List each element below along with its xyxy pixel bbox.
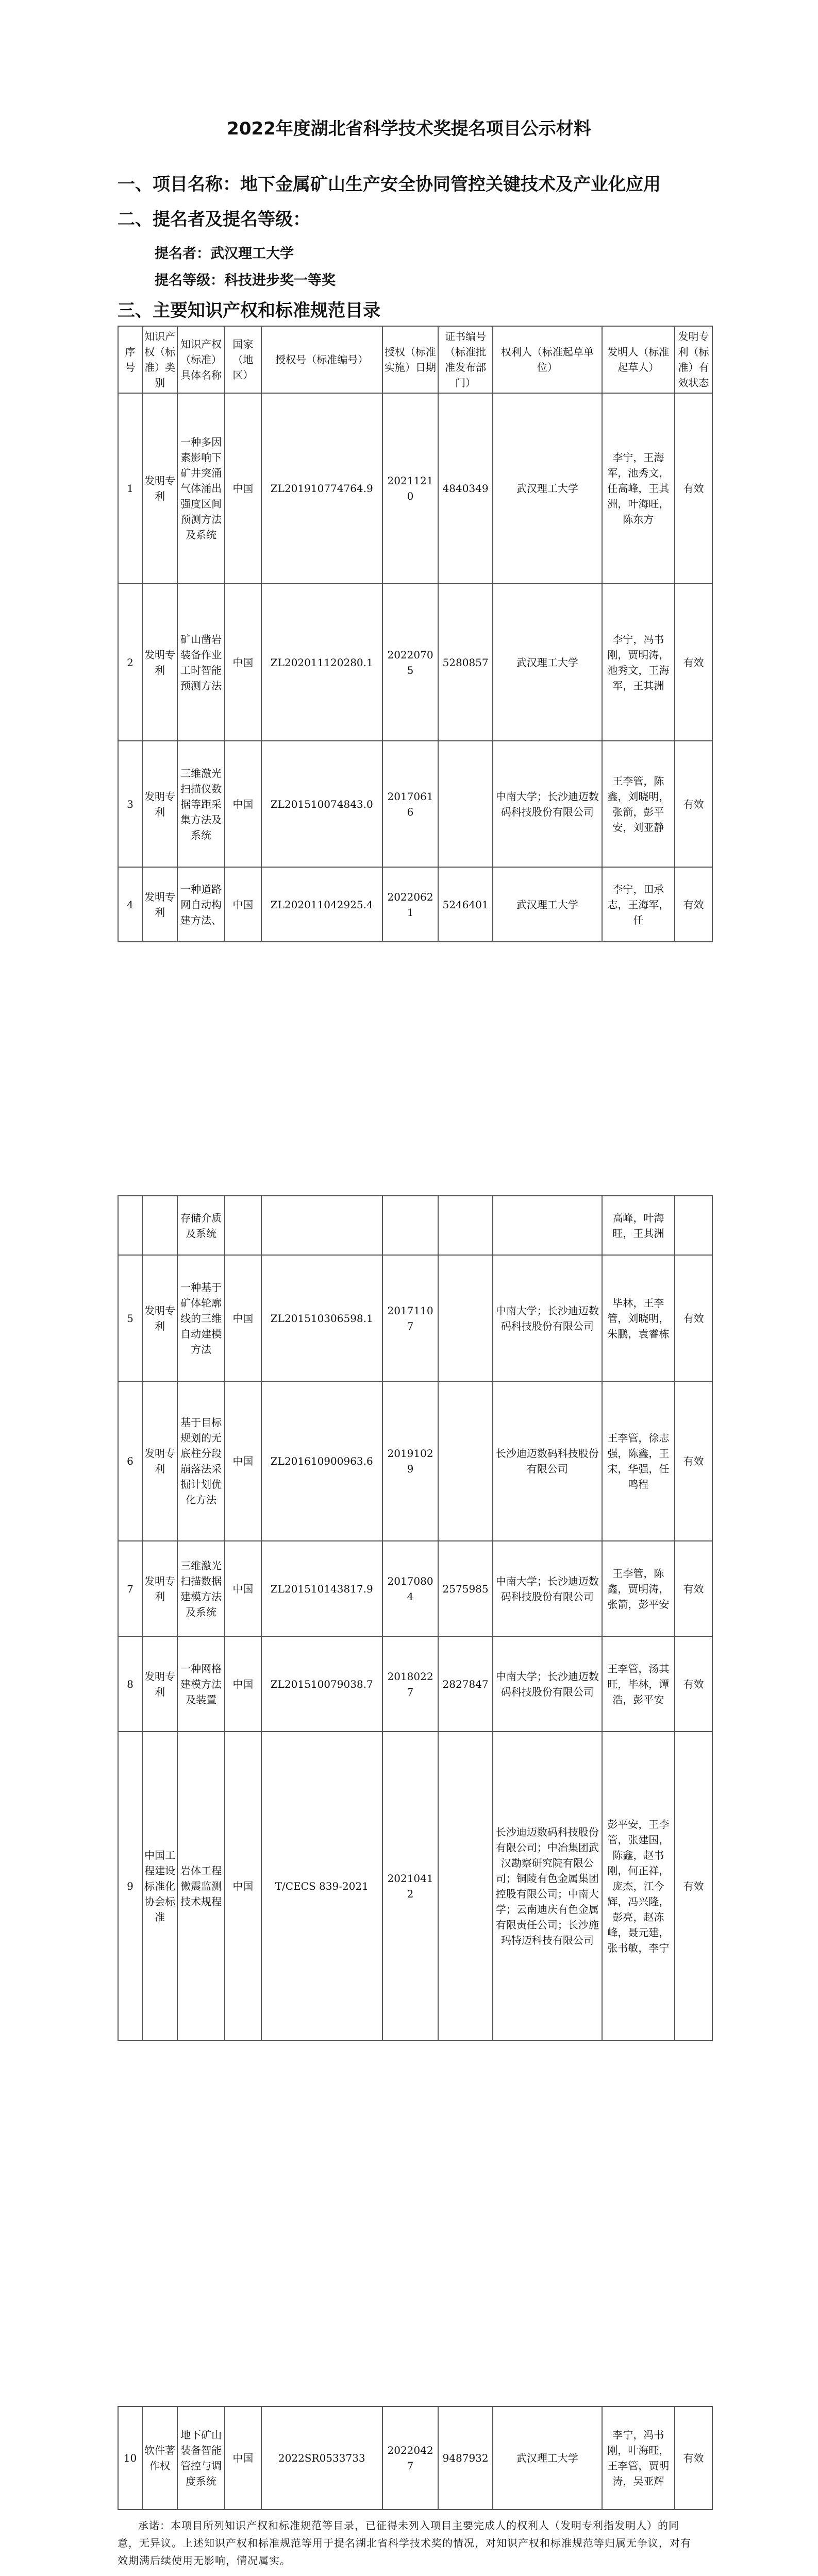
cell-date: 20180227 bbox=[382, 1636, 438, 1732]
cell-owner: 武汉理工大学 bbox=[493, 584, 602, 741]
commitment-note: 承诺：本项目所列知识产权和标准规范等目录，已征得未列入项目主要完成人的权利人（发明专利指发明人）的同意，无异议。上述知识产权和标准规范等用于提名湖北省科学技术奖的情况，对知识产权和标准规范等归属无争议，对有效期满后续使用无影响，情况属实。 bbox=[118, 2519, 691, 2567]
cell-type: 软件著作权 bbox=[142, 2406, 177, 2510]
cell-name: 一种多因素影响下矿井突涌气体涌出强度区间预测方法及系统 bbox=[177, 393, 225, 584]
cell-date: 20170804 bbox=[382, 1541, 438, 1636]
table-row bbox=[118, 1732, 712, 2041]
cell-no: 8 bbox=[118, 1636, 142, 1732]
cell-no: 9 bbox=[118, 1732, 142, 2041]
cell-inventors: 王李管，徐志强，陈鑫，王宋，华强，任鸣程 bbox=[602, 1381, 675, 1541]
cell-number: ZL201910774764.9 bbox=[261, 393, 382, 584]
nomination-level: 提名等级：科技进步奖一等奖 bbox=[155, 273, 336, 289]
cell-country: 中国 bbox=[225, 741, 261, 867]
cell-status: 有效 bbox=[675, 2406, 712, 2510]
cell-country: 中国 bbox=[225, 1541, 261, 1636]
cell-no: 6 bbox=[118, 1381, 142, 1541]
col-header: 国家（地区） bbox=[225, 326, 261, 393]
cell-date: 20211210 bbox=[382, 393, 438, 584]
cell-no: 4 bbox=[118, 867, 142, 942]
cell-number: T/CECS 839-2021 bbox=[261, 1732, 382, 2041]
table-row bbox=[118, 867, 712, 942]
ip-table-part1 bbox=[118, 326, 713, 942]
cell-type: 发明专利 bbox=[142, 867, 177, 942]
cell-name: 一种网格建模方法及装置 bbox=[177, 1636, 225, 1732]
cell-type: 中国工程建设标准化协会标准 bbox=[142, 1732, 177, 2041]
col-header: 授权（标准实施）日期 bbox=[382, 326, 438, 393]
cell-country: 中国 bbox=[225, 1636, 261, 1732]
ip-table-part3 bbox=[118, 2406, 713, 2510]
cell-status: 有效 bbox=[675, 1732, 712, 2041]
cell-owner: 中南大学；长沙迪迈数码科技股份有限公司 bbox=[493, 1255, 602, 1381]
table-row bbox=[118, 1196, 712, 1255]
cell-name: 地下矿山装备智能管控与调度系统 bbox=[177, 2406, 225, 2510]
col-header: 发明专利（标准）有效状态 bbox=[675, 326, 712, 393]
cell-number: ZL202011042925.4 bbox=[261, 867, 382, 942]
cell-cert: 5280857 bbox=[438, 584, 493, 741]
table-row bbox=[118, 1541, 712, 1636]
cell-type: 发明专利 bbox=[142, 1541, 177, 1636]
cell-cert: 4840349 bbox=[438, 393, 493, 584]
cell-date: 20171107 bbox=[382, 1255, 438, 1381]
cell-owner: 中南大学；长沙迪迈数码科技股份有限公司 bbox=[493, 1636, 602, 1732]
cell-inventors: 王李管，陈鑫，贾明涛，张箭，彭平安 bbox=[602, 1541, 675, 1636]
cell-date: 20220427 bbox=[382, 2406, 438, 2510]
cell-date: 20210412 bbox=[382, 1732, 438, 2041]
cell-type: 发明专利 bbox=[142, 584, 177, 741]
cell-inventors: 李宁，冯书刚，叶海旺，王李管，贾明涛，吴亚辉 bbox=[602, 2406, 675, 2510]
cell-status: 有效 bbox=[675, 1636, 712, 1732]
cell-status: 有效 bbox=[675, 393, 712, 584]
cell-cert: 2575985 bbox=[438, 1541, 493, 1636]
cell-cert: 5246401 bbox=[438, 867, 493, 942]
ip-list-heading: 三、主要知识产权和标准规范目录 bbox=[118, 300, 380, 321]
cell-type: 发明专利 bbox=[142, 1636, 177, 1732]
cell-name: 三维激光扫描数据建模方法及系统 bbox=[177, 1541, 225, 1636]
cell-inventors: 李宁，冯书刚，贾明涛，池秀文，王海军，王其洲 bbox=[602, 584, 675, 741]
cell-country: 中国 bbox=[225, 1732, 261, 2041]
cell-name: 矿山凿岩装备作业工时智能预测方法 bbox=[177, 584, 225, 741]
cell-inventors: 彭平安，王李管，张建国，陈鑫，赵书刚，何正祥，庞杰，江今辉，冯兴隆，彭亮，赵冻峰，聂元建，张书敏，李宁 bbox=[602, 1732, 675, 2041]
cell-name: 岩体工程微震监测技术规程 bbox=[177, 1732, 225, 2041]
cell-date: 20220705 bbox=[382, 584, 438, 741]
cell-cert bbox=[438, 1255, 493, 1381]
cell-name: 存储介质及系统 bbox=[177, 1196, 225, 1255]
col-header: 序号 bbox=[118, 326, 142, 393]
cell-name: 一种道路网自动构建方法、 bbox=[177, 867, 225, 942]
cell-owner: 武汉理工大学 bbox=[493, 867, 602, 942]
cell-date: 20191029 bbox=[382, 1381, 438, 1541]
col-header: 授权号（标准编号） bbox=[261, 326, 382, 393]
cell-type: 发明专利 bbox=[142, 393, 177, 584]
cell-country: 中国 bbox=[225, 584, 261, 741]
page-title: 2022年度湖北省科学技术奖提名项目公示材料 bbox=[227, 118, 591, 139]
cell-number: ZL201610900963.6 bbox=[261, 1381, 382, 1541]
cell-number: ZL202011120280.1 bbox=[261, 584, 382, 741]
cell-type: 发明专利 bbox=[142, 741, 177, 867]
table-row bbox=[118, 1636, 712, 1732]
cell-no: 1 bbox=[118, 393, 142, 584]
table-row bbox=[118, 584, 712, 741]
cell-owner: 长沙迪迈数码科技股份有限公司；中冶集团武汉勘察研究院有限公司；铜陵有色金属集团控股有限公司；中南大学；云南迪庆有色金属有限责任公司；长沙施玛特迈科技有限公司 bbox=[493, 1732, 602, 2041]
cell-inventors: 高峰，叶海旺，王其洲 bbox=[602, 1196, 675, 1255]
cell-owner: 长沙迪迈数码科技股份有限公司 bbox=[493, 1381, 602, 1541]
cell-country: 中国 bbox=[225, 867, 261, 942]
cell-name: 基于目标规划的无底柱分段崩落法采掘计划优化方法 bbox=[177, 1381, 225, 1541]
cell-inventors: 李宁，王海军，池秀文，任高峰，王其洲，叶海旺，陈东方 bbox=[602, 393, 675, 584]
cell-status: 有效 bbox=[675, 1541, 712, 1636]
table-header-row bbox=[118, 326, 712, 393]
cell-date: 20170616 bbox=[382, 741, 438, 867]
cell-cert bbox=[438, 1732, 493, 2041]
table-row bbox=[118, 393, 712, 584]
col-header: 发明人（标准起草人） bbox=[602, 326, 675, 393]
cell-no: 7 bbox=[118, 1541, 142, 1636]
nominator-name: 提名者：武汉理工大学 bbox=[155, 246, 294, 262]
cell-no: 2 bbox=[118, 584, 142, 741]
cell-name: 一种基于矿体轮廓线的三维自动建模方法 bbox=[177, 1255, 225, 1381]
col-header: 知识产权（标准）具体名称 bbox=[177, 326, 225, 393]
cell-no: 10 bbox=[118, 2406, 142, 2510]
cell-no: 5 bbox=[118, 1255, 142, 1381]
cell-number: ZL201510079038.7 bbox=[261, 1636, 382, 1732]
col-header: 权利人（标准起草单位） bbox=[493, 326, 602, 393]
cell-country: 中国 bbox=[225, 1255, 261, 1381]
cell-status: 有效 bbox=[675, 1381, 712, 1541]
cell-owner: 武汉理工大学 bbox=[493, 393, 602, 584]
table-row bbox=[118, 741, 712, 867]
cell-country: 中国 bbox=[225, 2406, 261, 2510]
cell-status: 有效 bbox=[675, 1255, 712, 1381]
cell-inventors: 毕林，王李管，刘晓明，朱鹏，袁睿栋 bbox=[602, 1255, 675, 1381]
cell-cert: 2827847 bbox=[438, 1636, 493, 1732]
cell-owner: 中南大学；长沙迪迈数码科技股份有限公司 bbox=[493, 1541, 602, 1636]
project-name-heading: 一、项目名称：地下金属矿山生产安全协同管控关键技术及产业化应用 bbox=[118, 174, 661, 195]
cell-status: 有效 bbox=[675, 741, 712, 867]
cell-owner: 武汉理工大学 bbox=[493, 2406, 602, 2510]
cell-cert: 9487932 bbox=[438, 2406, 493, 2510]
cell-no: 3 bbox=[118, 741, 142, 867]
nominator-heading: 二、提名者及提名等级： bbox=[118, 209, 310, 230]
cell-status: 有效 bbox=[675, 584, 712, 741]
cell-type: 发明专利 bbox=[142, 1255, 177, 1381]
cell-country: 中国 bbox=[225, 1381, 261, 1541]
cell-name: 三维激光扫描仪数据等距采集方法及系统 bbox=[177, 741, 225, 867]
cell-number: ZL201510143817.9 bbox=[261, 1541, 382, 1636]
cell-country: 中国 bbox=[225, 393, 261, 584]
ip-table-part2 bbox=[118, 1195, 713, 2041]
cell-inventors: 李宁，田承志，王海军，任 bbox=[602, 867, 675, 942]
cell-owner: 中南大学；长沙迪迈数码科技股份有限公司 bbox=[493, 741, 602, 867]
cell-number: ZL201510074843.0 bbox=[261, 741, 382, 867]
cell-status: 有效 bbox=[675, 867, 712, 942]
cell-number: 2022SR0533733 bbox=[261, 2406, 382, 2510]
col-header: 证书编号（标准批准发布部门） bbox=[438, 326, 493, 393]
cell-number: ZL201510306598.1 bbox=[261, 1255, 382, 1381]
cell-cert bbox=[438, 741, 493, 867]
cell-type: 发明专利 bbox=[142, 1381, 177, 1541]
col-header: 知识产权（标准）类别 bbox=[142, 326, 177, 393]
cell-inventors: 王李管，陈鑫，刘晓明，张箭，彭平安，刘亚静 bbox=[602, 741, 675, 867]
table-row bbox=[118, 1255, 712, 1381]
table-row bbox=[118, 1381, 712, 1541]
cell-cert bbox=[438, 1381, 493, 1541]
cell-date: 20220621 bbox=[382, 867, 438, 942]
table-row bbox=[118, 2406, 712, 2510]
cell-inventors: 王李管，汤其旺，毕林，谭浩，彭平安 bbox=[602, 1636, 675, 1732]
